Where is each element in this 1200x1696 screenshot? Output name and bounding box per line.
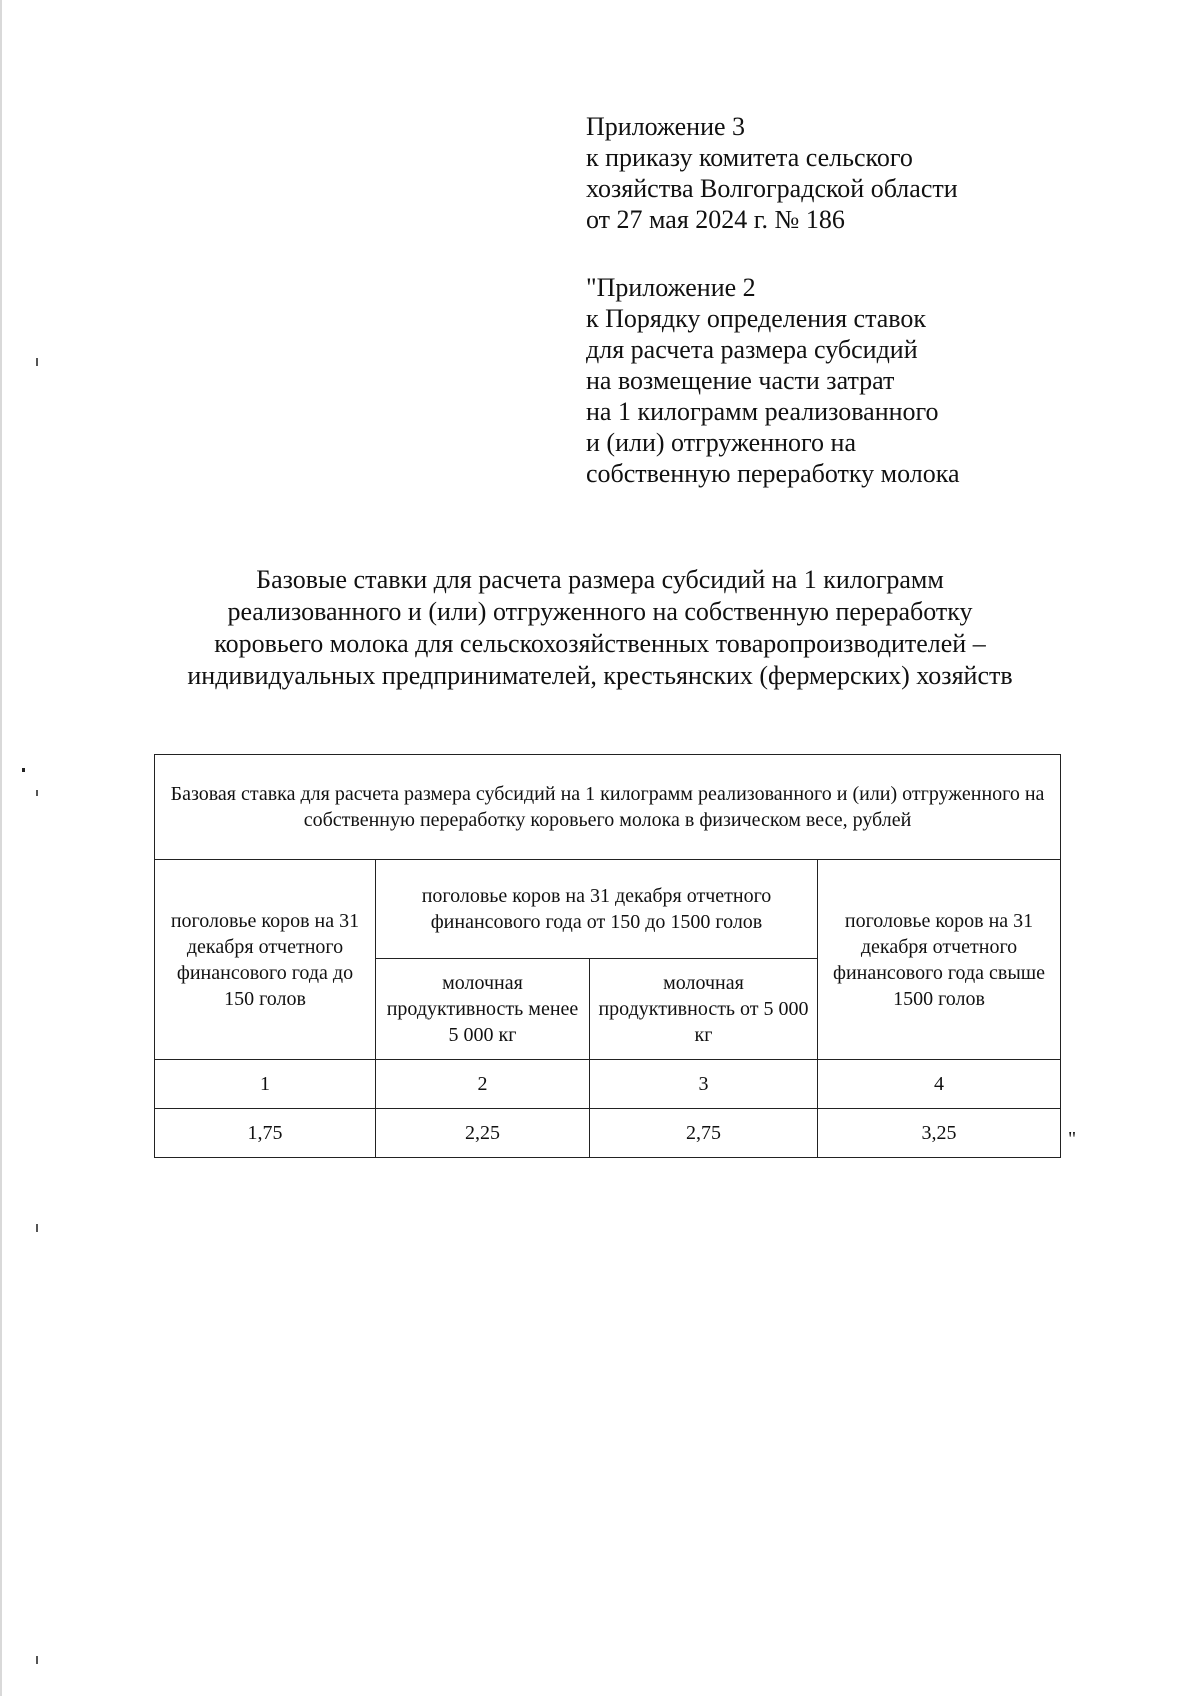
table-caption-cell: Базовая ставка для расчета размера субсидий на 1 килограмм реализованного и (или) отгруженного на собственную переработку коровьего молока в физическом весе, рублей [155,755,1061,860]
title-line: реализованного и (или) отгруженного на собственную переработку [227,597,973,626]
table-value-row [155,1109,1061,1158]
document-title [140,564,1060,692]
appendix-2-line: собственную переработку молока [586,459,960,488]
header-cell-150-to-1500: поголовье коров на 31 декабря отчетного финансового года от 150 до 1500 голов [376,860,818,959]
subheader-cell-from-5000: молочная продуктивность от 5 000 кг [590,959,818,1060]
table-header-row [155,860,1061,959]
column-number-cell: 1 [155,1060,376,1109]
appendix-2-line: для расчета размера субсидий [586,335,918,364]
appendix-3-line: от 27 мая 2024 г. № 186 [586,205,845,234]
appendix-2-line: к Порядку определения ставок [586,304,927,333]
appendix-2-line: на 1 килограмм реализованного [586,397,939,426]
scan-speck [22,768,25,772]
appendix-2-line: и (или) отгруженного на [586,428,856,457]
scan-edge [0,0,2,1696]
column-number-cell: 4 [818,1060,1061,1109]
scan-speck [36,790,38,796]
scan-speck [36,1656,38,1664]
table-caption-row [155,755,1061,860]
scan-speck [36,1224,38,1232]
appendix-2-line: на возмещение части затрат [586,366,895,395]
title-line: коровьего молока для сельскохозяйственных товаропроизводителей – [214,629,986,658]
header-cell-up-to-150: поголовье коров на 31 декабря отчетного финансового года до 150 голов [155,860,376,1060]
rate-value-cell: 3,25 [818,1109,1061,1158]
appendix-3-line: хозяйства Волгоградской области [586,174,958,203]
header-cell-over-1500: поголовье коров на 31 декабря отчетного финансового года свыше 1500 голов [818,860,1061,1060]
rate-value-cell: 2,75 [590,1109,818,1158]
subheader-cell-under-5000: молочная продуктивность менее 5 000 кг [376,959,590,1060]
title-line: Базовые ставки для расчета размера субсидий на 1 килограмм [256,565,944,594]
column-number-cell: 3 [590,1060,818,1109]
appendix-3-line: к приказу комитета сельского [586,143,913,172]
column-number-cell: 2 [376,1060,590,1109]
rate-value-cell: 1,75 [155,1109,376,1158]
closing-quote-mark: " [1068,1128,1077,1150]
title-line: индивидуальных предпринимателей, крестьянских (фермерских) хозяйств [187,661,1013,690]
rates-table [154,754,1061,1158]
appendix-3-line: Приложение 3 [586,112,746,141]
scan-speck [36,358,38,366]
appendix-2-line: "Приложение 2 [586,273,756,302]
appendix-2-header [586,272,1026,489]
rate-value-cell: 2,25 [376,1109,590,1158]
table-number-row [155,1060,1061,1109]
appendix-3-header [586,111,1026,235]
